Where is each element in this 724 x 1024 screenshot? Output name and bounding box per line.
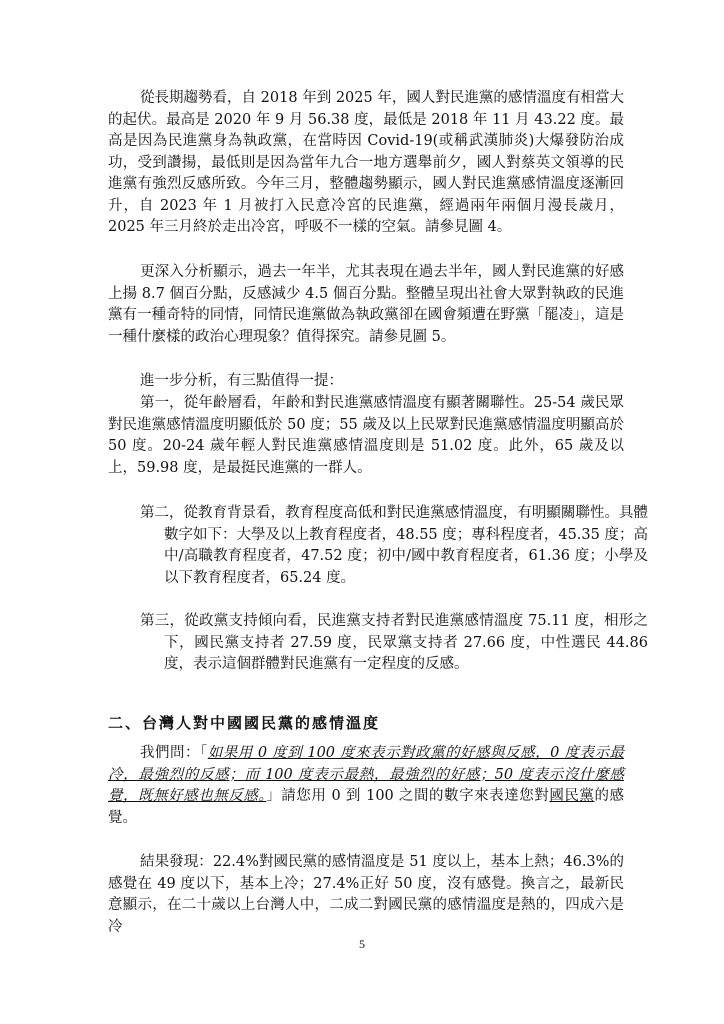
paragraph-point-age: 第一，從年齡層看，年齡和對民進黨感情溫度有顯著關聯性。25-54 歲民眾對民進黨感情溫度明顯低於 50 度；55 歲及以上民眾對民進黨感情溫度明顯高於 50 度。20-24 歲年輕人對民進黨感情溫度則是 51.02 度。此外，65 歲及以上，59.98 度，是最挺民進黨的一群人。 <box>108 395 624 476</box>
question-definition: 如果用 0 度到 100 度來表示對政黨的好感與反感，0 度表示最冷，最強烈的反感；而 100 度表示最熱，最強烈的好感；50 度表示沒什麼感覺，既無好感也無反感。 <box>108 745 625 804</box>
paragraph-survey-question <box>108 743 624 829</box>
paragraph-further-analysis-intro: 進一步分析，有三點值得一提： <box>140 373 343 389</box>
paragraph-point-education: 第二，從教育背景看，教育程度高低和對民進黨感情溫度，有明顯關聯性。具體數字如下：大學及以上教育程度者，48.55 度；專科程度者，45.35 度；高中/高職教育程度者，47.52 度；初中/國中教育程度者，61.36 度；小學及以下教育程度者，65.24 度。 <box>140 505 648 586</box>
paragraph-long-term-trend: 從長期趨勢看，自 2018 年到 2025 年，國人對民進黨的感情溫度有相當大的起伏。最高是 2020 年 9 月 56.38 度，最低是 2018 年 11 月 43.22 度。最高是因為民進黨身為執政黨，在當時因 Covid-19(或稱武漢肺炎)大爆發防治成功，受到讚揚，最低則是因為當年九合一地方選舉前夕，國人對蔡英文領導的民進黨有強烈反感所致。今年三月，整體趨勢顯示，國人對民進黨感情溫度逐漸回升，自 2023 年 1 月被打入民意冷宮的民進黨，經過兩年兩個月漫長歲月，2025 年三月終於走出冷宮，呼吸不一樣的空氣。請參見圖 4。 <box>108 90 624 235</box>
paragraph-deeper-analysis: 更深入分析顯示，過去一年半，尤其表現在過去半年，國人對民進黨的好感上揚 8.7 個百分點，反感減少 4.5 個百分點。整體呈現出社會大眾對執政的民進黨有一種奇特的同情，同情民進黨做為執政黨卻在國會頻遭在野黨「罷凌」，這是一種什麼樣的政治心理現象？值得探究。請參見圖 5。 <box>108 264 624 345</box>
question-tail-1: 」請您用 0 到 100 之間的數字來表達您對 <box>266 788 550 804</box>
question-party-name: 國民黨 <box>549 788 595 804</box>
question-tail-2: 的感覺。 <box>108 788 625 826</box>
question-lead: 我們問：「 <box>140 745 208 761</box>
paragraph-survey-result: 結果發現：22.4%對國民黨的感情溫度是 51 度以上，基本上熱；46.3%的感覺在 49 度以下，基本上冷；27.4%正好 50 度，沒有感覺。換言之，最新民意顯示，在二十歲以上台灣人中，二成二對國民黨的感情溫度是熱的，四成六是冷 <box>108 854 624 935</box>
section-heading: 二、台灣人對中國國民黨的感情溫度 <box>108 714 381 732</box>
paragraph-point-party: 第三，從政黨支持傾向看，民進黨支持者對民進黨感情溫度 75.11 度，相形之下，國民黨支持者 27.59 度，民眾黨支持者 27.66 度，中性選民 44.86 度，表示這個群體對民進黨有一定程度的反感。 <box>140 613 648 672</box>
page-number: 5 <box>359 937 365 951</box>
